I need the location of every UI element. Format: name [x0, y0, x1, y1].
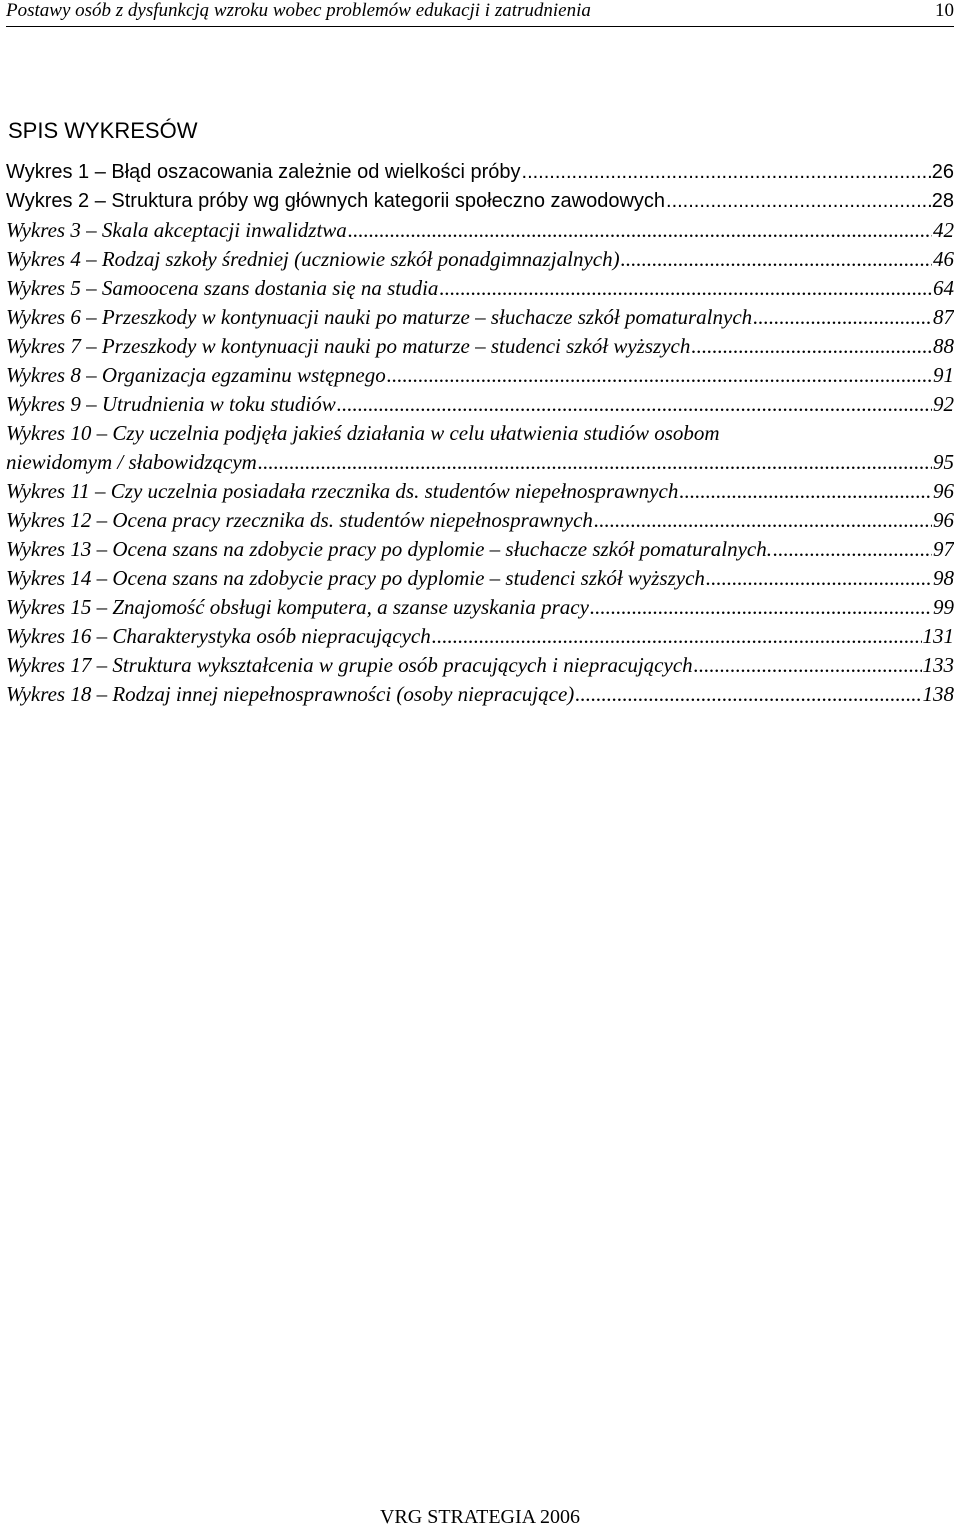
toc-entry-2[interactable]	[6, 187, 954, 216]
toc-entry-page: 96	[933, 508, 954, 532]
list-of-figures	[6, 158, 954, 709]
toc-entry-10[interactable]	[6, 419, 954, 477]
toc-entry-label: Wykres 3 – Skala akceptacji inwalidztwa	[6, 218, 347, 242]
toc-entry-label: Wykres 7 – Przeszkody w kontynuacji nauki po maturze – studenci szkół wyższych	[6, 334, 691, 358]
dot-leader	[348, 216, 932, 245]
toc-entry-label: Wykres 1 – Błąd oszacowania zależnie od wielkości próby	[6, 161, 521, 183]
toc-entry-8[interactable]	[6, 361, 954, 390]
toc-entry-page: 28	[931, 190, 954, 212]
toc-entry-15[interactable]	[6, 593, 954, 622]
toc-entry-label: Wykres 13 – Ocena szans na zdobycie pracy po dyplomie – słuchacze szkół pomaturalnych.	[6, 537, 772, 561]
toc-entry-label: Wykres 4 – Rodzaj szkoły średniej (uczniowie szkół ponadgimnazjalnych)	[6, 247, 620, 271]
toc-entry-1[interactable]	[6, 158, 954, 187]
page-header	[6, 0, 954, 27]
toc-entry-page: 88	[933, 334, 954, 358]
dot-leader	[666, 187, 931, 216]
dot-leader	[439, 274, 932, 303]
toc-entry-label: Wykres 2 – Struktura próby wg głównych kategorii społeczno zawodowych	[6, 190, 666, 212]
toc-entry-page: 138	[922, 682, 954, 706]
dot-leader	[679, 477, 932, 506]
dot-leader	[621, 245, 932, 274]
toc-entry-label: Wykres 6 – Przeszkody w kontynuacji nauki po maturze – słuchacze szkół pomaturalnych	[6, 305, 753, 329]
toc-entry-17[interactable]	[6, 651, 954, 680]
dot-leader	[575, 680, 921, 709]
toc-entry-label: Wykres 16 – Charakterystyka osób niepracujących	[6, 624, 431, 648]
toc-entry-label: Wykres 8 – Organizacja egzaminu wstępnego	[6, 363, 386, 387]
toc-entry-16[interactable]	[6, 622, 954, 651]
toc-entry-page: 95	[933, 450, 954, 474]
dot-leader	[691, 332, 932, 361]
dot-leader	[706, 564, 932, 593]
toc-entry-page: 97	[933, 537, 954, 561]
section-title: SPIS WYKRESÓW	[8, 118, 198, 143]
dot-leader	[594, 506, 932, 535]
dot-leader	[773, 535, 932, 564]
header-page-number: 10	[935, 0, 954, 21]
dot-leader	[753, 303, 932, 332]
toc-entry-page: 99	[933, 595, 954, 619]
toc-entry-label: Wykres 14 – Ocena szans na zdobycie pracy po dyplomie – studenci szkół wyższych	[6, 566, 705, 590]
toc-entry-page: 92	[933, 392, 954, 416]
toc-entry-label-continued: niewidomym / słabowidzącym	[6, 450, 257, 474]
toc-entry-9[interactable]	[6, 390, 954, 419]
toc-entry-11[interactable]	[6, 477, 954, 506]
toc-entry-13[interactable]	[6, 535, 954, 564]
toc-entry-page: 96	[933, 479, 954, 503]
dot-leader	[694, 651, 922, 680]
toc-entry-page: 42	[933, 218, 954, 242]
dot-leader	[590, 593, 932, 622]
dot-leader	[337, 390, 932, 419]
page-footer: VRG STRATEGIA 2006	[379, 1506, 580, 1528]
toc-entry-14[interactable]	[6, 564, 954, 593]
dot-leader	[432, 622, 922, 651]
toc-entry-page: 91	[933, 363, 954, 387]
toc-entry-7[interactable]	[6, 332, 954, 361]
toc-entry-page: 87	[933, 305, 954, 329]
toc-entry-page: 131	[922, 624, 954, 648]
toc-entry-3[interactable]	[6, 216, 954, 245]
toc-entry-label: Wykres 15 – Znajomość obsługi komputera, a szanse uzyskania pracy	[6, 595, 589, 619]
toc-entry-page: 98	[933, 566, 954, 590]
toc-entry-page: 133	[922, 653, 954, 677]
toc-entry-page: 26	[931, 161, 954, 183]
dot-leader	[258, 448, 932, 477]
toc-entry-label: Wykres 17 – Struktura wykształcenia w grupie osób pracujących i niepracujących	[6, 653, 693, 677]
toc-entry-5[interactable]	[6, 274, 954, 303]
toc-entry-6[interactable]	[6, 303, 954, 332]
toc-entry-label: Wykres 10 – Czy uczelnia podjęła jakieś działania w celu ułatwienia studiów osobom	[6, 421, 720, 445]
toc-entry-label: Wykres 5 – Samoocena szans dostania się na studia	[6, 276, 439, 300]
toc-entry-label: Wykres 18 – Rodzaj innej niepełnosprawności (osoby niepracujące)	[6, 682, 575, 706]
toc-entry-label: Wykres 11 – Czy uczelnia posiadała rzecznika ds. studentów niepełnosprawnych	[6, 479, 679, 503]
toc-entry-label: Wykres 9 – Utrudnienia w toku studiów	[6, 392, 336, 416]
toc-entry-label: Wykres 12 – Ocena pracy rzecznika ds. studentów niepełnosprawnych	[6, 508, 593, 532]
dot-leader	[387, 361, 932, 390]
toc-entry-page: 64	[933, 276, 954, 300]
header-title: Postawy osób z dysfunkcją wzroku wobec problemów edukacji i zatrudnienia	[6, 0, 591, 21]
toc-entry-4[interactable]	[6, 245, 954, 274]
toc-entry-18[interactable]	[6, 680, 954, 709]
toc-entry-page: 46	[933, 247, 954, 271]
toc-entry-12[interactable]	[6, 506, 954, 535]
dot-leader	[522, 158, 931, 187]
